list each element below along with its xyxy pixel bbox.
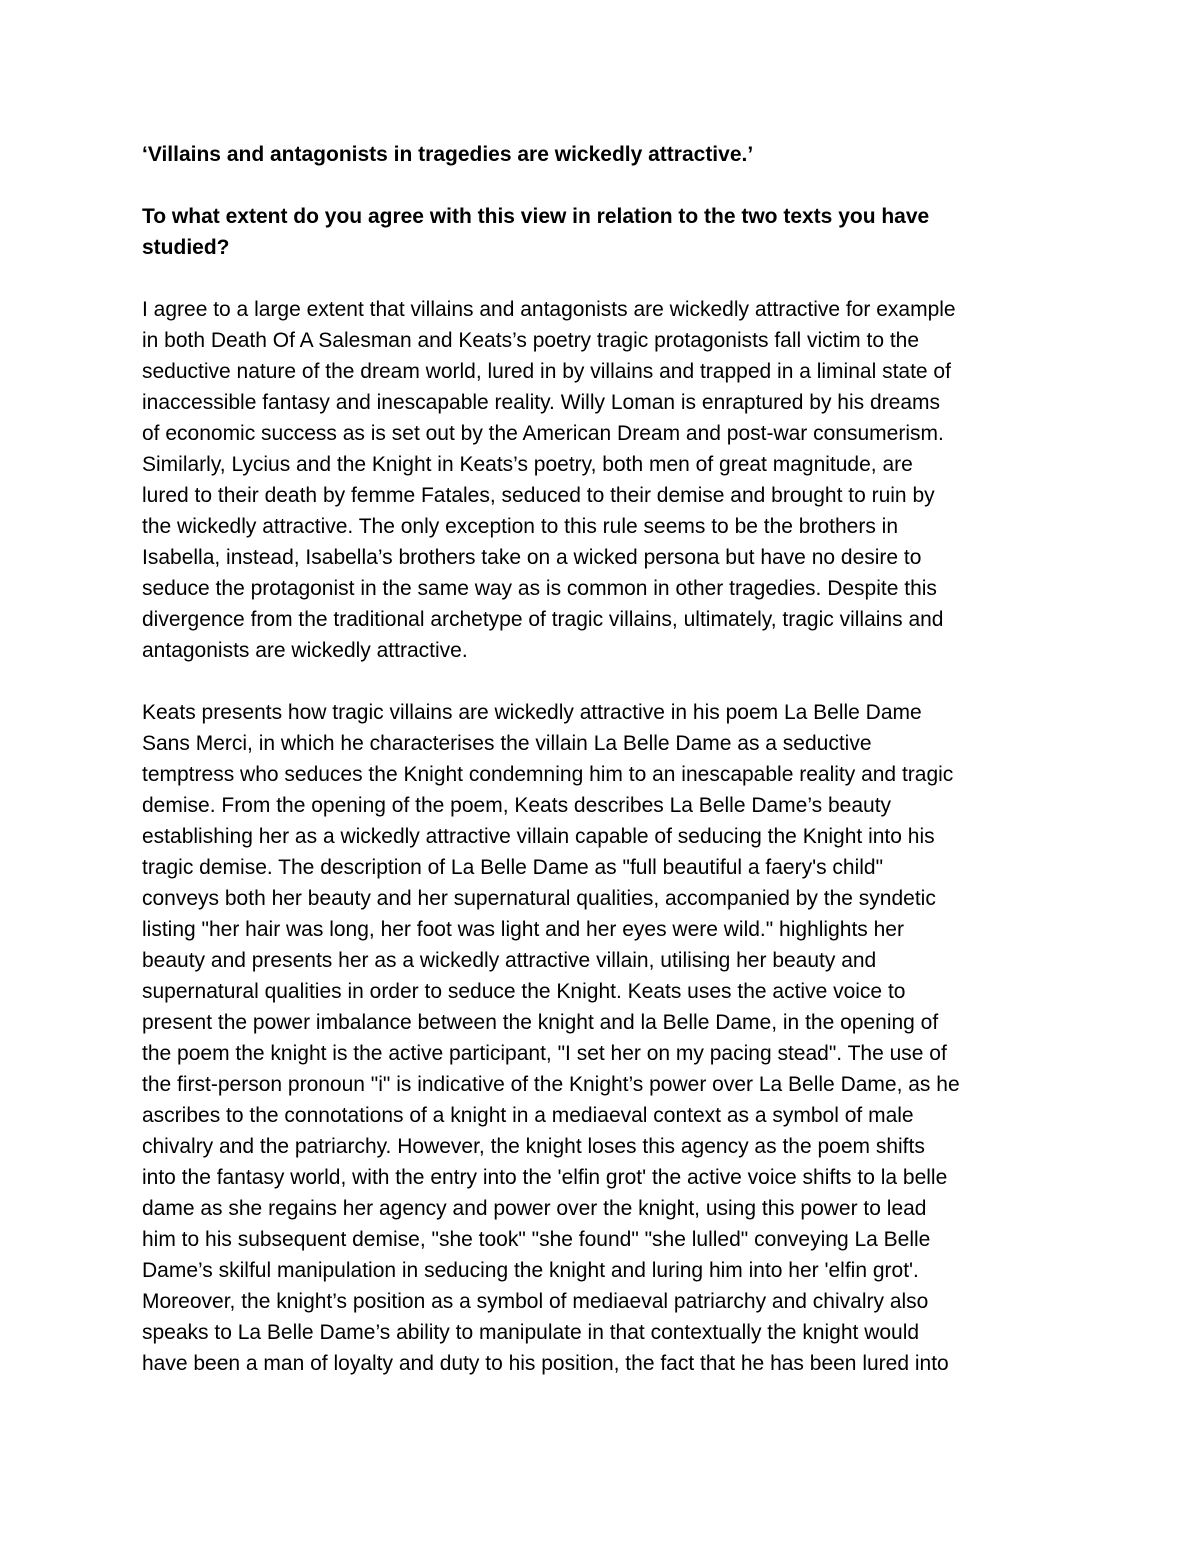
text-line: Moreover, the knight’s position as a symbol of mediaeval patriarchy and chivalry also <box>142 1290 929 1313</box>
text-line: tragic demise. The description of La Belle Dame as "full beautiful a faery's child" <box>142 856 884 879</box>
paragraph-la-belle-dame <box>142 697 1062 1379</box>
text-line: into the fantasy world, with the entry into the 'elfin grot' the active voice shifts to la belle <box>142 1166 948 1189</box>
text-line: I agree to a large extent that villains and antagonists are wickedly attractive for example <box>142 298 956 321</box>
text-line: the poem the knight is the active participant, "I set her on my pacing stead". The use of <box>142 1042 947 1065</box>
text-line: speaks to La Belle Dame’s ability to manipulate in that contextually the knight would <box>142 1321 920 1344</box>
text-line: of economic success as is set out by the American Dream and post-war consumerism. <box>142 422 944 445</box>
text-line: chivalry and the patriarchy. However, the knight loses this agency as the poem shifts <box>142 1135 925 1158</box>
document-page <box>142 139 1062 1379</box>
text-line: conveys both her beauty and her supernatural qualities, accompanied by the syndetic <box>142 887 936 910</box>
text-line: divergence from the traditional archetype of tragic villains, ultimately, tragic villains and <box>142 608 944 631</box>
text-line: Dame’s skilful manipulation in seducing the knight and luring him into her 'elfin grot'. <box>142 1259 919 1282</box>
text-line: supernatural qualities in order to seduce the Knight. Keats uses the active voice to <box>142 980 906 1003</box>
text-line: ascribes to the connotations of a knight in a mediaeval context as a symbol of male <box>142 1104 914 1127</box>
text-line: lured to their death by femme Fatales, seduced to their demise and brought to ruin by <box>142 484 935 507</box>
text-line: seduce the protagonist in the same way as is common in other tragedies. Despite this <box>142 577 937 600</box>
paragraph-introduction <box>142 294 1062 666</box>
text-line: dame as she regains her agency and power over the knight, using this power to lead <box>142 1197 927 1220</box>
question-line: studied? <box>142 236 230 259</box>
text-line: the wickedly attractive. The only exception to this rule seems to be the brothers in <box>142 515 898 538</box>
essay-quote: ‘Villains and antagonists in tragedies are wickedly attractive.’ <box>142 143 754 166</box>
text-line: seductive nature of the dream world, lured in by villains and trapped in a liminal state of <box>142 360 951 383</box>
text-line: in both Death Of A Salesman and Keats’s poetry tragic protagonists fall victim to the <box>142 329 920 352</box>
text-line: have been a man of loyalty and duty to his position, the fact that he has been lured into <box>142 1352 949 1375</box>
text-line: listing "her hair was long, her foot was light and her eyes were wild." highlights her <box>142 918 904 941</box>
text-line: Keats presents how tragic villains are wickedly attractive in his poem La Belle Dame <box>142 701 922 724</box>
text-line: Similarly, Lycius and the Knight in Keats’s poetry, both men of great magnitude, are <box>142 453 913 476</box>
text-line: inaccessible fantasy and inescapable reality. Willy Loman is enraptured by his dreams <box>142 391 941 414</box>
essay-question <box>142 201 1062 263</box>
text-line: demise. From the opening of the poem, Keats describes La Belle Dame’s beauty <box>142 794 892 817</box>
text-line: antagonists are wickedly attractive. <box>142 639 468 662</box>
text-line: Sans Merci, in which he characterises the villain La Belle Dame as a seductive <box>142 732 872 755</box>
text-line: beauty and presents her as a wickedly attractive villain, utilising her beauty and <box>142 949 877 972</box>
text-line: present the power imbalance between the knight and la Belle Dame, in the opening of <box>142 1011 939 1034</box>
text-line: him to his subsequent demise, "she took" "she found" "she lulled" conveying La Belle <box>142 1228 931 1251</box>
question-line: To what extent do you agree with this view in relation to the two texts you have <box>142 205 930 228</box>
text-line: establishing her as a wickedly attractive villain capable of seducing the Knight into his <box>142 825 935 848</box>
text-line: the first-person pronoun "i" is indicative of the Knight’s power over La Belle Dame, as he <box>142 1073 960 1096</box>
text-line: temptress who seduces the Knight condemning him to an inescapable reality and tragic <box>142 763 954 786</box>
text-line: Isabella, instead, Isabella’s brothers take on a wicked persona but have no desire to <box>142 546 922 569</box>
